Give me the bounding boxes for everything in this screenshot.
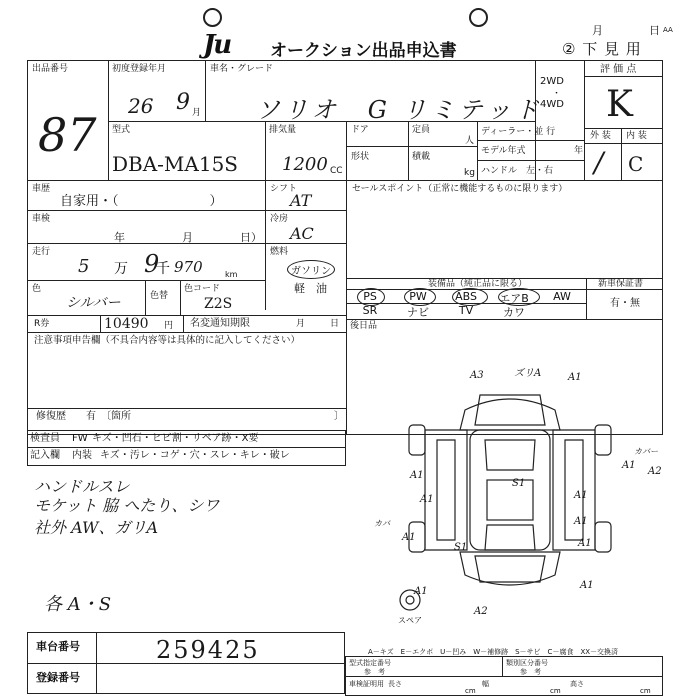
inspector-fw: FW xyxy=(72,433,88,444)
car-name-value: ソリオ G リミテッド xyxy=(256,96,543,124)
equip-navi: ナビ xyxy=(407,306,429,319)
damage-mark-a1-right-4: A1 xyxy=(578,538,592,549)
damage-mark-a1-right-1: A1 xyxy=(622,460,636,471)
registration-month: 9 xyxy=(176,90,190,115)
inspector-items: キズ・凹石・ヒビ割・リペア跡・X要 xyxy=(92,433,259,444)
displacement-value: 1200 xyxy=(282,154,328,175)
category-label: 類別区分番号 xyxy=(506,659,548,667)
history-value: 自家用・（ ） xyxy=(60,194,223,209)
equip-circle-airbag xyxy=(498,288,540,306)
model-year-unit: 年 xyxy=(574,146,584,156)
mileage-sen-unit: 千 xyxy=(156,261,170,277)
warranty-label: 新車保証書 xyxy=(598,279,644,289)
ref2-label: 参 考 xyxy=(520,668,541,676)
form-title: オークション出品申込書 xyxy=(270,41,457,61)
ref1-label: 参 考 xyxy=(364,668,385,676)
inspector-label: 検査員 xyxy=(30,433,60,444)
recycle-unit: 円 xyxy=(164,321,174,331)
lot-label: 出品番号 xyxy=(32,64,69,74)
damage-mark-s1-top: S1 xyxy=(512,478,526,489)
note-line-4: 各 A・S xyxy=(44,594,112,615)
registration-label: 初度登録年月 xyxy=(112,64,167,74)
note-line-2: モケット 脇 へたり、シワ xyxy=(34,496,220,515)
color-value: シルバー xyxy=(66,295,121,311)
inspection-label: 車検 xyxy=(32,214,51,224)
damage-mark-a3: A3 xyxy=(470,370,484,381)
type-designation-label: 型式指定番号 xyxy=(349,659,391,667)
frame-label: 車台番号 xyxy=(36,640,80,653)
ju-logo: Ju xyxy=(203,30,231,60)
height-label: 高さ xyxy=(570,680,584,688)
color-change-label: 色替 xyxy=(150,291,169,301)
mileage-unit: km xyxy=(225,270,238,279)
cert-label: 車検証明用 xyxy=(349,680,384,688)
model-value: DBA-MA15S xyxy=(112,152,239,176)
spare-label: スペア xyxy=(398,616,422,625)
frame-value: 259425 xyxy=(156,636,260,664)
length-label: 長さ xyxy=(388,680,402,688)
shift-value: AT xyxy=(290,191,312,210)
equip-tv: TV xyxy=(458,304,474,317)
registration-year: 26 xyxy=(128,94,154,118)
steering-label: ハンドル 左・右 xyxy=(481,166,554,176)
entry-interior: 内装 xyxy=(72,450,92,461)
shape-label: 形状 xyxy=(351,152,370,162)
plate-label: 登録番号 xyxy=(36,671,80,684)
damage-legend: A－キズ E－エクボ U－凹み W－補修跡 S－サビ C－腐食 XX－交換済 xyxy=(368,648,619,656)
displacement-label: 排気量 xyxy=(269,125,297,135)
note-line-3: 社外 AW、ガリA xyxy=(34,518,158,537)
repair-label: 修復歴 有 〔箇所 xyxy=(36,411,131,422)
score-value: K xyxy=(606,84,633,125)
mileage-man: 5 xyxy=(78,256,90,277)
interior-label: 内 装 xyxy=(626,131,647,141)
page-header xyxy=(0,0,700,60)
equip-circle-pw xyxy=(404,288,436,306)
mileage-man-unit: 万 xyxy=(114,261,128,277)
mileage-rest: 970 xyxy=(174,258,203,276)
copy-label: ② 下 見 用 xyxy=(562,40,642,58)
color-label: 色 xyxy=(32,284,42,294)
capacity-unit: 人 xyxy=(465,136,475,146)
shift-label: シフト xyxy=(270,184,298,194)
damage-mark-zuri-a: ズリA xyxy=(514,368,542,379)
name-change-label: 名変通知期限 xyxy=(190,318,250,329)
door-label: ドア xyxy=(351,125,369,135)
model-label: 型式 xyxy=(112,125,131,135)
equip-ps: PS xyxy=(363,290,377,303)
punch-hole-left xyxy=(203,8,222,27)
model-year-label: モデル年式 xyxy=(481,146,526,156)
recycle-value: 10490 xyxy=(104,316,149,332)
width-label: 幅 xyxy=(482,680,489,688)
drive-4wd: 4WD xyxy=(540,99,564,110)
registration-month-unit: 月 xyxy=(192,108,202,118)
equip-circle-ps xyxy=(357,288,385,306)
damage-mark-a1-left-mid: A1 xyxy=(420,494,434,505)
lot-value: 87 xyxy=(38,108,97,162)
load-unit: kg xyxy=(464,168,475,178)
history-label: 車歴 xyxy=(32,184,51,194)
color-code-label: 色コード xyxy=(184,284,221,294)
equip-airbag: エアB xyxy=(499,292,529,305)
later-label: 後日品 xyxy=(350,321,378,331)
exterior-label: 外 装 xyxy=(590,131,611,141)
damage-mark-s1-bottom: S1 xyxy=(454,542,468,553)
length-unit: cm xyxy=(465,687,476,695)
warranty-value: 有・無 xyxy=(610,298,640,309)
punch-hole-right xyxy=(469,8,488,27)
notes-label: 注意事項申告欄（不具合内容等は具体的に記入してください） xyxy=(34,335,301,346)
damage-mark-a1-left-upper: A1 xyxy=(410,470,424,481)
height-unit: cm xyxy=(640,687,651,695)
car-diagram xyxy=(395,370,625,615)
damage-mark-cover-left: カバ xyxy=(374,519,390,528)
name-change-month: 月 xyxy=(296,319,306,329)
dealer-label: ディーラー・並 行 xyxy=(481,127,556,137)
score-label: 評 価 点 xyxy=(600,64,637,75)
damage-mark-a1-bottom-left: A1 xyxy=(414,586,428,597)
date-aa-label: AA xyxy=(663,26,673,34)
equip-aw: AW xyxy=(553,290,571,303)
entry-label: 記入欄 xyxy=(30,450,60,461)
car-name-label: 車名・グレード xyxy=(210,64,274,74)
inspection-year: 年 xyxy=(114,231,125,244)
drive-2wd: 2WD xyxy=(540,76,564,87)
mileage-label: 走行 xyxy=(32,247,51,257)
damage-mark-a1-right-3: A1 xyxy=(574,516,588,527)
equipment-label: 装備品（純正品に限る） xyxy=(428,279,528,289)
interior-score: C xyxy=(628,152,644,176)
mileage-sen: 9 xyxy=(144,250,160,278)
load-label: 積載 xyxy=(412,152,431,162)
fuel-value-gasoline: ガソリン xyxy=(287,260,335,279)
capacity-label: 定員 xyxy=(412,125,431,135)
recycle-label: R券 xyxy=(34,319,50,329)
date-month-label: 月 xyxy=(592,24,603,37)
color-code: Z2S xyxy=(204,296,233,312)
ac-label: 冷房 xyxy=(270,214,289,224)
equipment-row-2 xyxy=(346,304,586,317)
note-line-1: ハンドルスレ xyxy=(34,477,130,496)
damage-mark-a2-bottom: A2 xyxy=(474,606,488,617)
damage-mark-a1-left-lower: A1 xyxy=(402,532,416,543)
width-unit: cm xyxy=(550,687,561,695)
damage-mark-a1-right-2: A1 xyxy=(574,490,588,501)
displacement-unit: CC xyxy=(330,166,343,176)
entry-items: キズ・汚レ・コゲ・穴・スレ・キレ・破レ xyxy=(100,450,290,461)
damage-mark-cover-right: カバー xyxy=(634,447,658,456)
equip-circle-abs xyxy=(452,288,488,306)
equip-leather: カワ xyxy=(503,306,525,319)
fuel-value-diesel: 軽 油 xyxy=(294,282,327,295)
name-change-day: 日 xyxy=(330,319,340,329)
selling-label: セールスポイント（正常に機能するものに限ります） xyxy=(352,184,568,194)
inspection-month: 月 xyxy=(182,231,193,244)
inspection-day: 日） xyxy=(240,231,262,244)
damage-mark-a2-right: A2 xyxy=(648,466,662,477)
damage-mark-a1-top-right: A1 xyxy=(568,372,582,383)
fuel-label: 燃料 xyxy=(270,247,289,257)
equip-sr: SR xyxy=(362,304,378,317)
damage-mark-a1-bottom-right: A1 xyxy=(580,580,594,591)
date-day-label: 日 xyxy=(649,24,660,37)
equip-abs: ABS xyxy=(455,290,477,303)
repair-close: 〕 xyxy=(334,411,344,422)
exterior-score: / xyxy=(594,146,604,179)
equip-pw: PW xyxy=(409,290,427,303)
ac-value: AC xyxy=(290,224,314,243)
drive-dot: ・ xyxy=(552,89,562,99)
